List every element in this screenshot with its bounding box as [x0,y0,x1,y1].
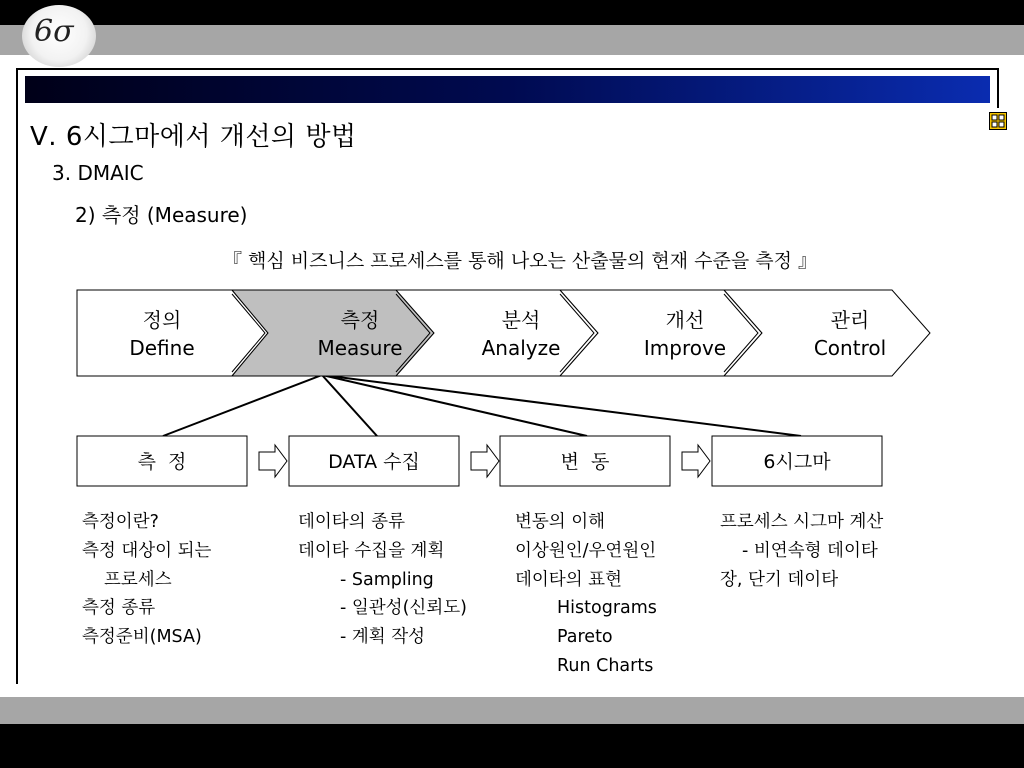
phase-control-label [790,306,910,362]
detail-item: 데이타 수집을 계획 [298,540,445,561]
phase-improve-label [625,306,745,362]
step-arrow-icon [471,445,499,477]
phase-en: Measure [317,336,403,360]
bottom-black-bar [0,724,1024,768]
step-label-measure: 측 정 [137,451,187,473]
phase-ko: 측정 [340,308,380,332]
phase-en: Define [129,336,195,360]
step-arrow-icon [682,445,710,477]
step-label-variation: 변 동 [560,451,610,473]
details-data [298,508,467,652]
connector-line [163,375,322,436]
detail-item: - 계획 작성 [340,627,426,648]
bottom-gray-bar [0,697,1024,724]
definition-quote: 『 핵심 비즈니스 프로세스를 통해 나오는 산출물의 현재 수준을 측정 』 [223,250,817,272]
step-label-sigma: 6시그마 [763,451,831,473]
phase-ko: 관리 [830,308,870,332]
phase-en: Control [813,336,887,360]
subsection-heading: 2) 측정 (Measure) [75,203,248,227]
connector-line [322,375,587,436]
page-title: Ⅴ. 6시그마에서 개선의 방법 [30,122,357,152]
detail-item: 이상원인/우연원인 [515,540,657,561]
phase-ko: 분석 [501,308,541,332]
detail-item: 장, 단기 데이타 [720,569,839,590]
phase-analyze-label [461,306,581,362]
logo-text: 6σ [34,14,74,49]
phase-measure-label [300,306,420,362]
section-heading: 3. DMAIC [52,161,144,185]
detail-item: - 일관성(신뢰도) [340,598,467,619]
detail-item: Run Charts [557,655,654,676]
phase-define-label [102,306,222,362]
detail-item: Pareto [557,627,613,648]
phase-en: Improve [643,336,727,360]
detail-item: 측정준비(MSA) [82,627,202,648]
detail-item: - Sampling [340,569,434,590]
connector-line [322,375,377,436]
details-measure [82,508,211,652]
step-label-data: DATA 수집 [328,451,420,473]
detail-item: 변동의 이해 [515,512,606,532]
step-arrow-icon [259,445,287,477]
detail-item: 프로세스 시그마 계산 [720,512,884,532]
detail-item: Histograms [557,598,657,619]
details-sigma [720,508,883,594]
detail-item: 데이타의 종류 [298,512,405,532]
phase-en: Analyze [481,336,561,360]
phase-ko: 정의 [142,308,182,332]
detail-item: 데이타의 표현 [515,569,622,590]
connector-line [322,375,801,436]
detail-item: 측정 종류 [82,598,156,619]
detail-item: 측정이란? [82,512,159,532]
detail-item: - 비연속형 데이타 [742,540,878,561]
details-variation [515,508,657,681]
phase-ko: 개선 [665,308,705,332]
detail-item: 측정 대상이 되는 [82,540,212,561]
detail-item: 프로세스 [104,569,172,590]
